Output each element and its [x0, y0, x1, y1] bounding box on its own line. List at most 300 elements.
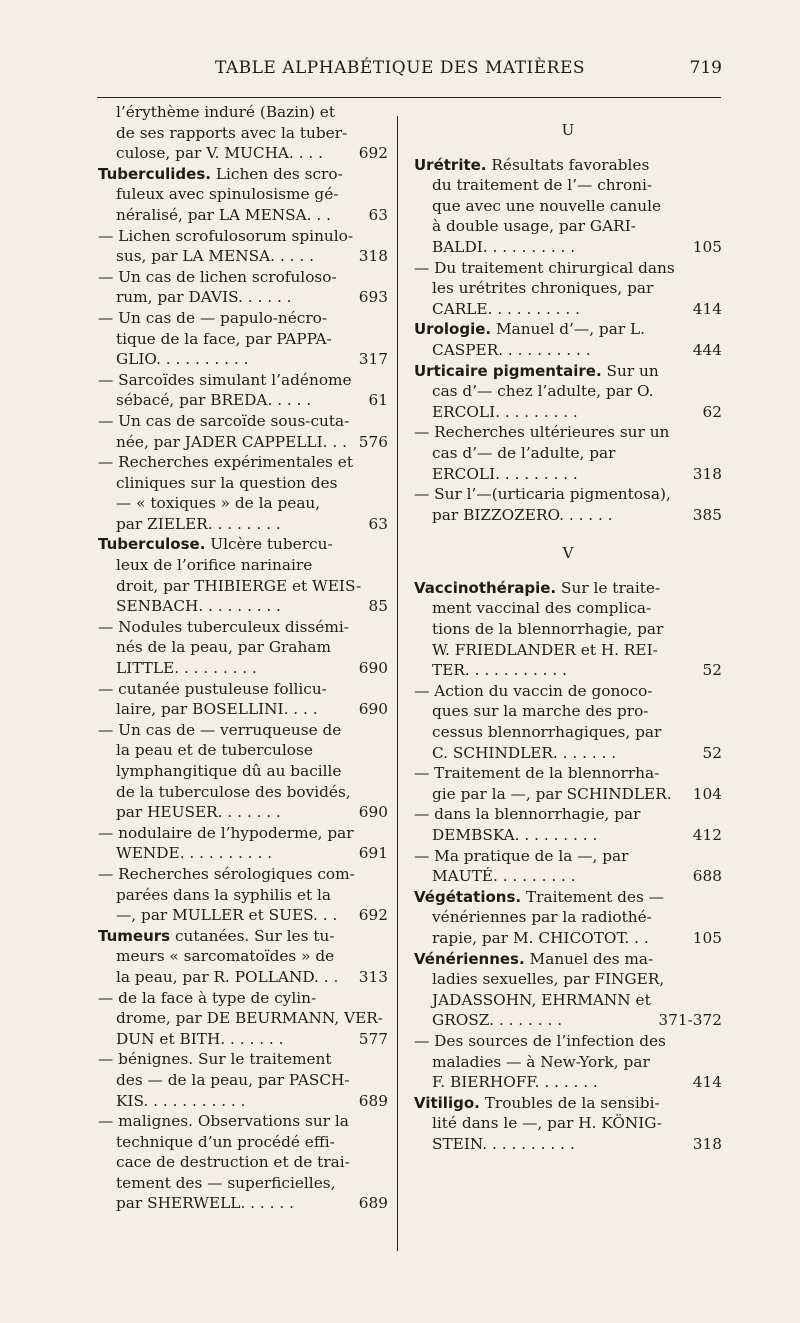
entry-line: [414, 155, 722, 176]
entry-text: néralisé, par LA MENSA. . .: [116, 205, 331, 224]
entry-text-wrap: [414, 763, 659, 784]
entry-text-wrap: [98, 452, 353, 473]
entry-page-ref: 691: [358, 844, 388, 863]
entry-line: [414, 237, 722, 258]
index-entry: [414, 949, 722, 1031]
entry-text: Manuel des ma-: [524, 949, 654, 968]
entry-text: cas d’— chez l’adulte, par O.: [432, 382, 654, 401]
entry-line: [414, 402, 722, 423]
entry-text: BALDI. . . . . . . . . .: [432, 237, 576, 256]
entry-line: [414, 443, 722, 464]
index-entry: [414, 361, 722, 423]
entry-line: [98, 514, 388, 535]
entry-text-wrap: [432, 278, 653, 299]
entry-text: la peau, par R. POLLAND. . .: [116, 967, 339, 986]
header-rule: [97, 97, 721, 98]
entry-text-wrap: [116, 761, 342, 782]
entry-text-wrap: [98, 534, 333, 555]
entry-line: [414, 907, 722, 928]
entry-text-wrap: [116, 287, 292, 308]
entry-line: [98, 782, 388, 803]
entry-page-ref: 62: [702, 402, 722, 421]
entry-line: [414, 640, 722, 661]
entry-text: par ZIELER. . . . . . . .: [116, 514, 281, 533]
entry-line: [414, 846, 722, 867]
entry-text: des — de la peau, par PASCH-: [116, 1070, 350, 1089]
entry-text: drome, par DE BEURMANN, VER-: [116, 1009, 383, 1028]
index-entry: [98, 988, 388, 1050]
entry-page-ref: 318: [358, 247, 388, 266]
entry-text: — de la face à type de cylin-: [98, 988, 317, 1007]
entry-text-wrap: [432, 381, 654, 402]
entry-text-wrap: [98, 1049, 332, 1070]
entry-line: [414, 660, 722, 681]
entry-text-wrap: [116, 205, 331, 226]
entry-text-wrap: [414, 258, 675, 279]
entry-text-wrap: [432, 619, 663, 640]
entry-text-wrap: [432, 990, 651, 1011]
entry-line: [414, 1113, 722, 1134]
entry-text-wrap: [98, 926, 335, 947]
page-number: 719: [689, 58, 722, 78]
entry-text-wrap: [116, 843, 272, 864]
entry-line: [98, 370, 388, 391]
entry-text: meurs « sarcomatoïdes » de: [116, 947, 335, 966]
entry-line: [98, 699, 388, 720]
entry-page-ref: 689: [358, 1091, 388, 1110]
entry-line: [98, 246, 388, 267]
entry-text: Traitement des —: [521, 887, 664, 906]
running-title: TABLE ALPHABÉTIQUE DES MATIÈRES: [214, 58, 586, 78]
index-entry: [98, 617, 388, 679]
entry-page-ref: 317: [358, 350, 388, 369]
entry-text: MAUTÉ. . . . . . . . .: [432, 867, 576, 886]
entry-text: GROSZ. . . . . . . .: [432, 1011, 563, 1030]
index-entry: [98, 452, 388, 534]
index-entry: [98, 370, 388, 411]
entry-line: [98, 205, 388, 226]
entry-text-wrap: [414, 949, 653, 970]
entry-text: ment vaccinal des complica-: [432, 599, 652, 618]
index-entry: [414, 319, 722, 360]
index-entry: [98, 267, 388, 308]
entry-page-ref: 577: [358, 1029, 388, 1048]
entry-line: [98, 164, 388, 185]
entry-line: [414, 381, 722, 402]
entry-text: sus, par LA MENSA. . . . .: [116, 247, 314, 266]
entry-text-wrap: [116, 1070, 350, 1091]
entry-page-ref: 444: [692, 340, 722, 359]
entry-text: lité dans le —, par H. KÖNIG-: [432, 1114, 662, 1133]
entry-line: [98, 720, 388, 741]
entry-text-wrap: [116, 493, 320, 514]
entry-line: [98, 329, 388, 350]
entry-text-wrap: [414, 484, 671, 505]
entry-line: [98, 679, 388, 700]
entry-text: DUN et BITH. . . . . . .: [116, 1029, 284, 1048]
entry-line: [414, 1072, 722, 1093]
entry-text-wrap: [116, 699, 318, 720]
index-entry: [98, 679, 388, 720]
entry-line: [414, 763, 722, 784]
index-entry: [98, 226, 388, 267]
entry-text: — Recherches expérimentales et: [98, 453, 353, 472]
entry-text: — malignes. Observations sur la: [98, 1112, 349, 1131]
entry-text: C. SCHINDLER. . . . . . .: [432, 743, 617, 762]
entry-page-ref: 52: [702, 743, 722, 762]
entry-text: née, par JADER CAPPELLI. . .: [116, 432, 347, 451]
index-entry: [98, 864, 388, 926]
entry-line: [414, 990, 722, 1011]
entry-line: [98, 761, 388, 782]
entry-line: [414, 804, 722, 825]
entry-text-wrap: [432, 722, 661, 743]
entry-page-ref: 385: [692, 505, 722, 524]
entry-line: [98, 885, 388, 906]
index-entry: [414, 1031, 722, 1093]
entry-line: [98, 864, 388, 885]
entry-text-wrap: [432, 216, 636, 237]
entry-line: [414, 196, 722, 217]
entry-text-wrap: [414, 1031, 666, 1052]
entry-text: lymphangitique dû au bacille: [116, 762, 342, 780]
index-entry: [98, 102, 388, 164]
entry-text-wrap: [116, 432, 347, 453]
index-term: Urétrite.: [414, 155, 487, 174]
entry-text: l’érythème induré (Bazin) et: [116, 103, 336, 121]
entry-text: — Traitement de la blennorrha-: [414, 764, 660, 783]
entry-text: — Un cas de — papulo-nécro-: [98, 308, 328, 327]
index-entry: [414, 155, 722, 258]
entry-page-ref: 104: [692, 784, 722, 803]
entry-line: [98, 534, 388, 555]
entry-line: [414, 887, 722, 908]
index-entry: [98, 534, 388, 616]
entry-line: [98, 617, 388, 638]
index-entry: [414, 763, 722, 804]
entry-text: Troubles de la sensibi-: [479, 1093, 660, 1112]
entry-text: — nodulaire de l’hypoderme, par: [98, 823, 354, 842]
entry-line: [414, 340, 722, 361]
index-entry: [98, 926, 388, 988]
entry-text: — Recherches ultérieures sur un: [414, 423, 670, 442]
entry-line: [98, 432, 388, 453]
entry-text-wrap: [116, 946, 334, 967]
entry-text: DEMBSKA. . . . . . . . .: [432, 826, 598, 844]
entry-line: [414, 866, 722, 887]
entry-text: gie par la —, par SCHINDLER.: [432, 784, 672, 803]
entry-line: [414, 278, 722, 299]
entry-text: CARLE. . . . . . . . . .: [432, 299, 580, 318]
index-column-right: [414, 102, 722, 1155]
entry-text: de la tuberculose des bovidés,: [116, 782, 351, 801]
entry-page-ref: 52: [702, 661, 722, 680]
entry-text-wrap: [116, 1173, 335, 1194]
entry-line: [98, 967, 388, 988]
entry-text: SENBACH. . . . . . . . .: [116, 597, 282, 616]
entry-page-ref: 63: [368, 514, 388, 533]
entry-text: cace de destruction et de trai-: [116, 1153, 350, 1172]
index-term: Végétations.: [414, 887, 522, 906]
entry-text-wrap: [116, 1152, 350, 1173]
entry-line: [414, 969, 722, 990]
entry-line: [414, 216, 722, 237]
index-term: Vitiligo.: [414, 1093, 480, 1112]
entry-text: ladies sexuelles, par FINGER,: [432, 970, 665, 989]
index-entry: [414, 1093, 722, 1155]
entry-line: [98, 637, 388, 658]
entry-text: fuleux avec spinulosisme gé-: [116, 185, 339, 204]
entry-line: [98, 1049, 388, 1070]
entry-line: [98, 905, 388, 926]
entry-line: [98, 349, 388, 370]
entry-text-wrap: [432, 340, 591, 361]
index-entry: [414, 484, 722, 525]
entry-text-wrap: [432, 505, 613, 526]
entry-line: [98, 473, 388, 494]
entry-line: [414, 681, 722, 702]
entry-text: droit, par THIBIERGE et WEIS-: [116, 576, 362, 595]
entry-text-wrap: [432, 1072, 598, 1093]
entry-text: tique de la face, par PAPPA-: [116, 329, 332, 348]
entry-text: par HEUSER. . . . . . .: [116, 803, 281, 822]
entry-text-wrap: [98, 617, 349, 638]
index-entry: [414, 258, 722, 320]
entry-text: GLIO. . . . . . . . . .: [116, 350, 249, 369]
entry-text: — Du traitement chirurgical dans: [414, 258, 675, 277]
entry-text-wrap: [116, 1132, 335, 1153]
entry-page-ref: 692: [358, 144, 388, 163]
entry-line: [414, 722, 722, 743]
entry-text-wrap: [414, 319, 645, 340]
entry-text-wrap: [116, 329, 332, 350]
index-entry: [98, 720, 388, 823]
entry-text: ERCOLI. . . . . . . . .: [432, 402, 578, 421]
entry-text-wrap: [116, 1193, 294, 1214]
index-term: Vaccinothérapie.: [414, 578, 557, 597]
entry-page-ref: 692: [358, 906, 388, 925]
entry-line: [98, 1152, 388, 1173]
entry-text-wrap: [98, 864, 355, 885]
entry-line: [414, 299, 722, 320]
entry-text-wrap: [116, 143, 323, 164]
entry-page-ref: 61: [368, 391, 388, 410]
entry-text-wrap: [116, 658, 257, 679]
entry-line: [98, 1070, 388, 1091]
entry-text-wrap: [116, 596, 281, 617]
entry-text: cessus blennorrhagiques, par: [432, 723, 662, 742]
entry-text: maladies — à New-York, par: [432, 1052, 650, 1071]
entry-page-ref: 690: [358, 700, 388, 719]
entry-text-wrap: [98, 164, 343, 185]
entry-text-wrap: [432, 907, 652, 928]
entry-text-wrap: [98, 267, 337, 288]
entry-line: [98, 411, 388, 432]
entry-line: [98, 658, 388, 679]
entry-text-wrap: [98, 1111, 349, 1132]
entry-line: [414, 619, 722, 640]
entry-text: rapie, par M. CHICOTOT. . .: [432, 928, 649, 947]
entry-text: — Un cas de sarcoïde sous-cuta-: [98, 411, 350, 430]
entry-line: [414, 1134, 722, 1155]
entry-text: CASPER. . . . . . . . . .: [432, 340, 591, 359]
index-term: Urticaire pigmentaire.: [414, 361, 602, 380]
entry-page-ref: 63: [368, 205, 388, 224]
entry-line: [98, 1029, 388, 1050]
entry-text: Ulcère tubercu-: [205, 535, 333, 554]
entry-line: [414, 598, 722, 619]
column-divider: [397, 116, 398, 1251]
entry-line: [98, 226, 388, 247]
entry-line: [98, 102, 388, 123]
entry-line: [414, 578, 722, 599]
entry-text-wrap: [116, 782, 351, 803]
index-term: Tumeurs: [98, 926, 171, 945]
entry-text-wrap: [116, 102, 335, 123]
entry-text-wrap: [98, 411, 349, 432]
entry-page-ref: 414: [692, 1073, 722, 1092]
entry-text-wrap: [432, 866, 576, 887]
entry-text: par BIZZOZERO. . . . . .: [432, 505, 613, 524]
entry-text: — Ma pratique de la —, par: [414, 846, 629, 865]
section-letter-v: V: [562, 544, 574, 563]
entry-text-wrap: [116, 637, 331, 658]
entry-line: [98, 946, 388, 967]
entry-text-wrap: [116, 967, 338, 988]
index-entry: [98, 164, 388, 226]
entry-text: sébacé, par BREDA. . . . .: [116, 391, 312, 410]
entry-line: [98, 843, 388, 864]
section-v-entries: [414, 578, 722, 1155]
entry-text-wrap: [98, 226, 353, 247]
entry-line: [414, 1031, 722, 1052]
entry-page-ref: 690: [358, 803, 388, 822]
entry-line: [98, 596, 388, 617]
entry-text-wrap: [432, 784, 672, 805]
entry-line: [98, 1008, 388, 1029]
entry-text-wrap: [98, 988, 316, 1009]
entry-line: [414, 949, 722, 970]
index-column-left: [98, 102, 388, 1214]
entry-line: [414, 361, 722, 382]
entry-line: [414, 928, 722, 949]
entry-text: KIS. . . . . . . . . . .: [116, 1091, 246, 1110]
entry-text: — dans la blennorrhagie, par: [414, 805, 641, 824]
page-header: [0, 58, 800, 88]
entry-line: [414, 1052, 722, 1073]
entry-page-ref: 412: [692, 826, 722, 844]
entry-line: [98, 123, 388, 144]
entry-page-ref: 318: [692, 1134, 722, 1153]
entry-text-wrap: [98, 720, 341, 741]
entry-text-wrap: [432, 1134, 575, 1155]
entry-text: —, par MULLER et SUES. . .: [116, 906, 338, 925]
entry-text-wrap: [98, 308, 327, 329]
section-u-entries: [414, 155, 722, 526]
entry-text-wrap: [432, 825, 597, 846]
entry-line: [98, 267, 388, 288]
index-term: Tuberculides.: [98, 164, 211, 183]
index-entry: [414, 804, 722, 845]
entry-text-wrap: [98, 823, 354, 844]
entry-line: [414, 422, 722, 443]
entry-line: [98, 143, 388, 164]
index-entry: [98, 411, 388, 452]
entry-line: [414, 743, 722, 764]
entry-text: Lichen des scro-: [210, 164, 343, 183]
entry-text-wrap: [432, 969, 664, 990]
entry-text-wrap: [432, 743, 616, 764]
entry-text: F. BIERHOFF. . . . . . .: [432, 1073, 598, 1092]
index-term: Tuberculose.: [98, 535, 206, 554]
entry-text-wrap: [116, 576, 361, 597]
entry-text: parées dans la syphilis et la: [116, 885, 331, 904]
entry-page-ref: 105: [692, 928, 722, 947]
entry-text: Sur le traite-: [556, 578, 661, 597]
entry-text-wrap: [116, 555, 312, 576]
entry-text: cliniques sur la question des: [116, 473, 338, 492]
entry-text: LITTLE. . . . . . . . .: [116, 659, 257, 678]
entry-text: leux de l’orifice narinaire: [116, 556, 313, 575]
entry-line: [414, 701, 722, 722]
entry-text-wrap: [116, 1029, 284, 1050]
entry-text: — Lichen scrofulosorum spinulo-: [98, 226, 354, 245]
entry-line: [414, 258, 722, 279]
entry-text-wrap: [414, 1093, 660, 1114]
entry-text: ERCOLI. . . . . . . . .: [432, 464, 578, 483]
entry-page-ref: 318: [692, 464, 722, 483]
index-term: Urologie.: [414, 320, 492, 339]
entry-text: — Sur l’—(urticaria pigmentosa),: [414, 485, 671, 504]
entry-text: à double usage, par GARI-: [432, 217, 636, 236]
entry-text: ques sur la marche des pro-: [432, 702, 649, 721]
entry-text: Résultats favorables: [486, 155, 650, 174]
entry-line: [414, 484, 722, 505]
entry-line: [98, 1173, 388, 1194]
entry-text: Manuel d’—, par L.: [491, 320, 646, 339]
entry-text-wrap: [432, 464, 578, 485]
entry-line: [98, 926, 388, 947]
entry-text: technique d’un procédé effi-: [116, 1132, 335, 1151]
entry-line: [98, 184, 388, 205]
entry-text-wrap: [432, 1010, 562, 1031]
entry-line: [98, 1193, 388, 1214]
entry-text-wrap: [414, 155, 649, 176]
entry-text: laire, par BOSELLINI. . . .: [116, 700, 318, 719]
entry-text-wrap: [432, 928, 649, 949]
entry-text: que avec une nouvelle canule: [432, 196, 662, 215]
entry-text: — Nodules tuberculeux dissémi-: [98, 617, 349, 636]
entry-text: culose, par V. MUCHA. . . .: [116, 144, 324, 163]
entry-text-wrap: [116, 905, 337, 926]
entry-text: Sur un: [601, 361, 659, 380]
index-entry: [98, 823, 388, 864]
entry-text: tement des — superficielles,: [116, 1173, 336, 1192]
entry-text-wrap: [116, 473, 337, 494]
entry-page-ref: 688: [692, 867, 722, 886]
entry-line: [98, 308, 388, 329]
entry-text: — Action du vaccin de gonoco-: [414, 681, 653, 700]
entry-text-wrap: [432, 196, 661, 217]
entry-text-wrap: [98, 370, 352, 391]
entry-line: [98, 1111, 388, 1132]
entry-line: [414, 319, 722, 340]
entry-line: [98, 823, 388, 844]
entry-line: [98, 287, 388, 308]
entry-line: [414, 464, 722, 485]
entry-text: nés de la peau, par Graham: [116, 638, 331, 657]
entry-line: [414, 1093, 722, 1114]
